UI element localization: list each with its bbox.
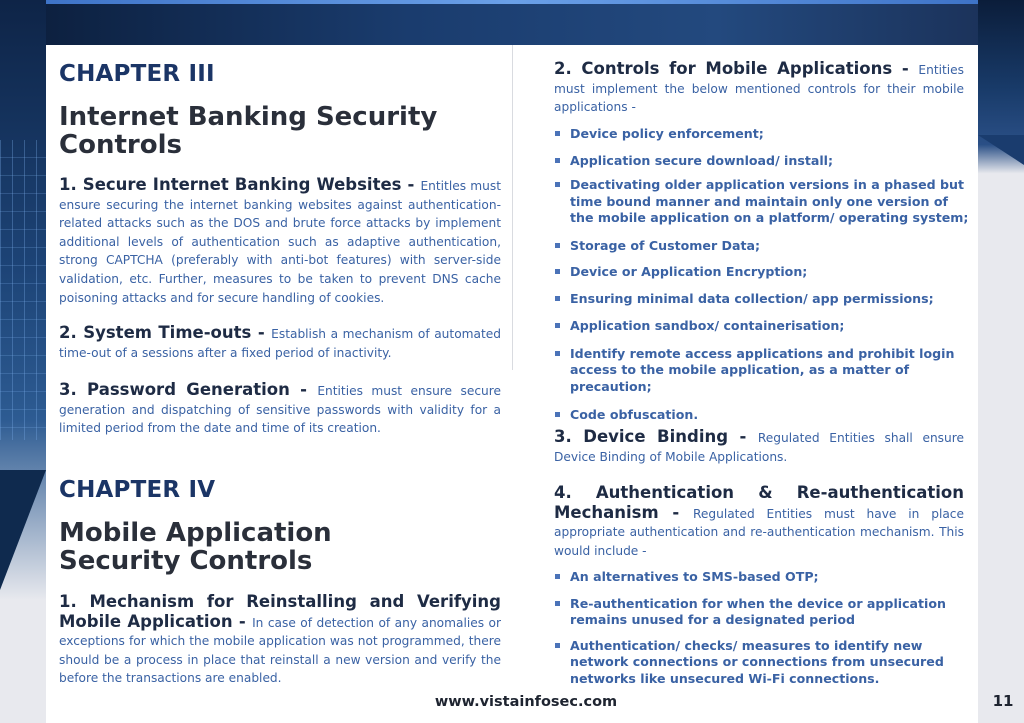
section-heading: 2. System Time-outs - [59,323,272,342]
list-item: Ensuring minimal data collection/ app permissions; [554,291,972,308]
page-number: 11 [992,692,1014,710]
list-item: An alternatives to SMS-based OTP; [554,569,958,586]
section-body: In case of detection of any anomalies or exceptions for which the mobile application was not programmed, there should be a process in place that reinstall a new version and verify the before the transactions are enabled. [59,615,501,686]
bullet-square-icon [555,643,560,648]
bullet-square-icon [555,412,560,417]
left-decoration-triangle [0,470,46,590]
section-heading: 3. Password Generation - [59,380,318,399]
footer-website-url: www.vistainfosec.com [434,694,618,710]
list-item: Device policy enforcement; [554,126,972,143]
right-decoration [978,0,1024,723]
section-heading: 1. Secure Internet Banking Websites - [59,175,421,194]
section-heading: 3. Device Binding - [554,427,758,446]
bullet-square-icon [555,296,560,301]
list-item: Device or Application Encryption; [554,264,972,281]
bullet-square-icon [555,131,560,136]
column-divider [512,45,513,370]
list-item: Deactivating older application versions in a phased but time bound manner and maintain only one version of the mobile application on a platform/ operating system; [554,177,972,227]
bullet-square-icon [555,323,560,328]
section-body: Entitles must ensure securing the internet banking websites against authentication-related attacks such as the DOS and brute force attacks by implement additional levels of authentication such as adaptive authentication, strong CAPTCHA (preferably with anti-bot features) with server-side validation, etc. Further, measures to be taken to prevent DNS cache poisoning attacks and for secure handling of cookies. [59,179,501,305]
bullet-square-icon [555,158,560,163]
list-item: Storage of Customer Data; [554,238,972,255]
bullet-square-icon [555,601,560,606]
circuit-pattern [0,140,46,440]
section-heading: 4. Authentication & Re-authentication Mechanism - [554,483,964,522]
mobile-controls-list [554,126,972,424]
list-item: Re-authentication for when the device or application remains unused for a designated period [554,596,958,629]
section-body: Establish a mechanism of automated time-out of a sessions after a fixed period of inactivity. [59,327,501,360]
bullet-square-icon [555,351,560,356]
section-heading: 2. Controls for Mobile Applications - [554,59,919,78]
list-item: Authentication/ checks/ measures to identify new network connections or connections from unsecured networks like unsecured Wi-Fi connections. [554,638,958,688]
section-system-timeouts [59,324,501,362]
section-body: Entities must implement the below mentioned controls for their mobile applications - [554,63,964,115]
list-item: Code obfuscation. [554,407,972,424]
bullet-square-icon [555,574,560,579]
section-mobile-controls [554,60,964,117]
section-body: Regulated Entities must have in place appropriate authentication and re-authentication mechanism. This would include - [554,506,964,558]
section-authentication [554,484,964,560]
section-body: Regulated Entities shall ensure Device Binding of Mobile Applications. [554,431,964,464]
list-item: Application secure download/ install; [554,153,972,170]
section-reinstall-verify [59,593,501,688]
header-stripe [0,0,1024,4]
section-password-generation [59,381,501,438]
section-heading: 1. Mechanism for Reinstalling and Verifying Mobile Application - [59,592,501,631]
chapter-4-label: CHAPTER IV [59,477,216,503]
chapter-3-title: Internet Banking Security Controls [59,102,438,160]
bullet-square-icon [555,182,560,187]
list-item: Identify remote access applications and prohibit login access to the mobile application, as a matter of precaution; [554,346,972,396]
section-body: Entities must ensure secure generation and dispatching of sensitive passwords with validity for a limited period from the date and time of its creation. [59,384,501,436]
document-page [46,45,978,723]
section-device-binding [554,428,964,466]
section-secure-websites [59,176,501,307]
list-item: Application sandbox/ containerisation; [554,318,972,335]
chapter-3-label: CHAPTER III [59,61,215,87]
right-decoration-triangle [978,135,1024,165]
authentication-list [554,569,958,687]
chapter-4-title: Mobile Application Security Controls [59,518,332,576]
bullet-square-icon [555,269,560,274]
bullet-square-icon [555,243,560,248]
